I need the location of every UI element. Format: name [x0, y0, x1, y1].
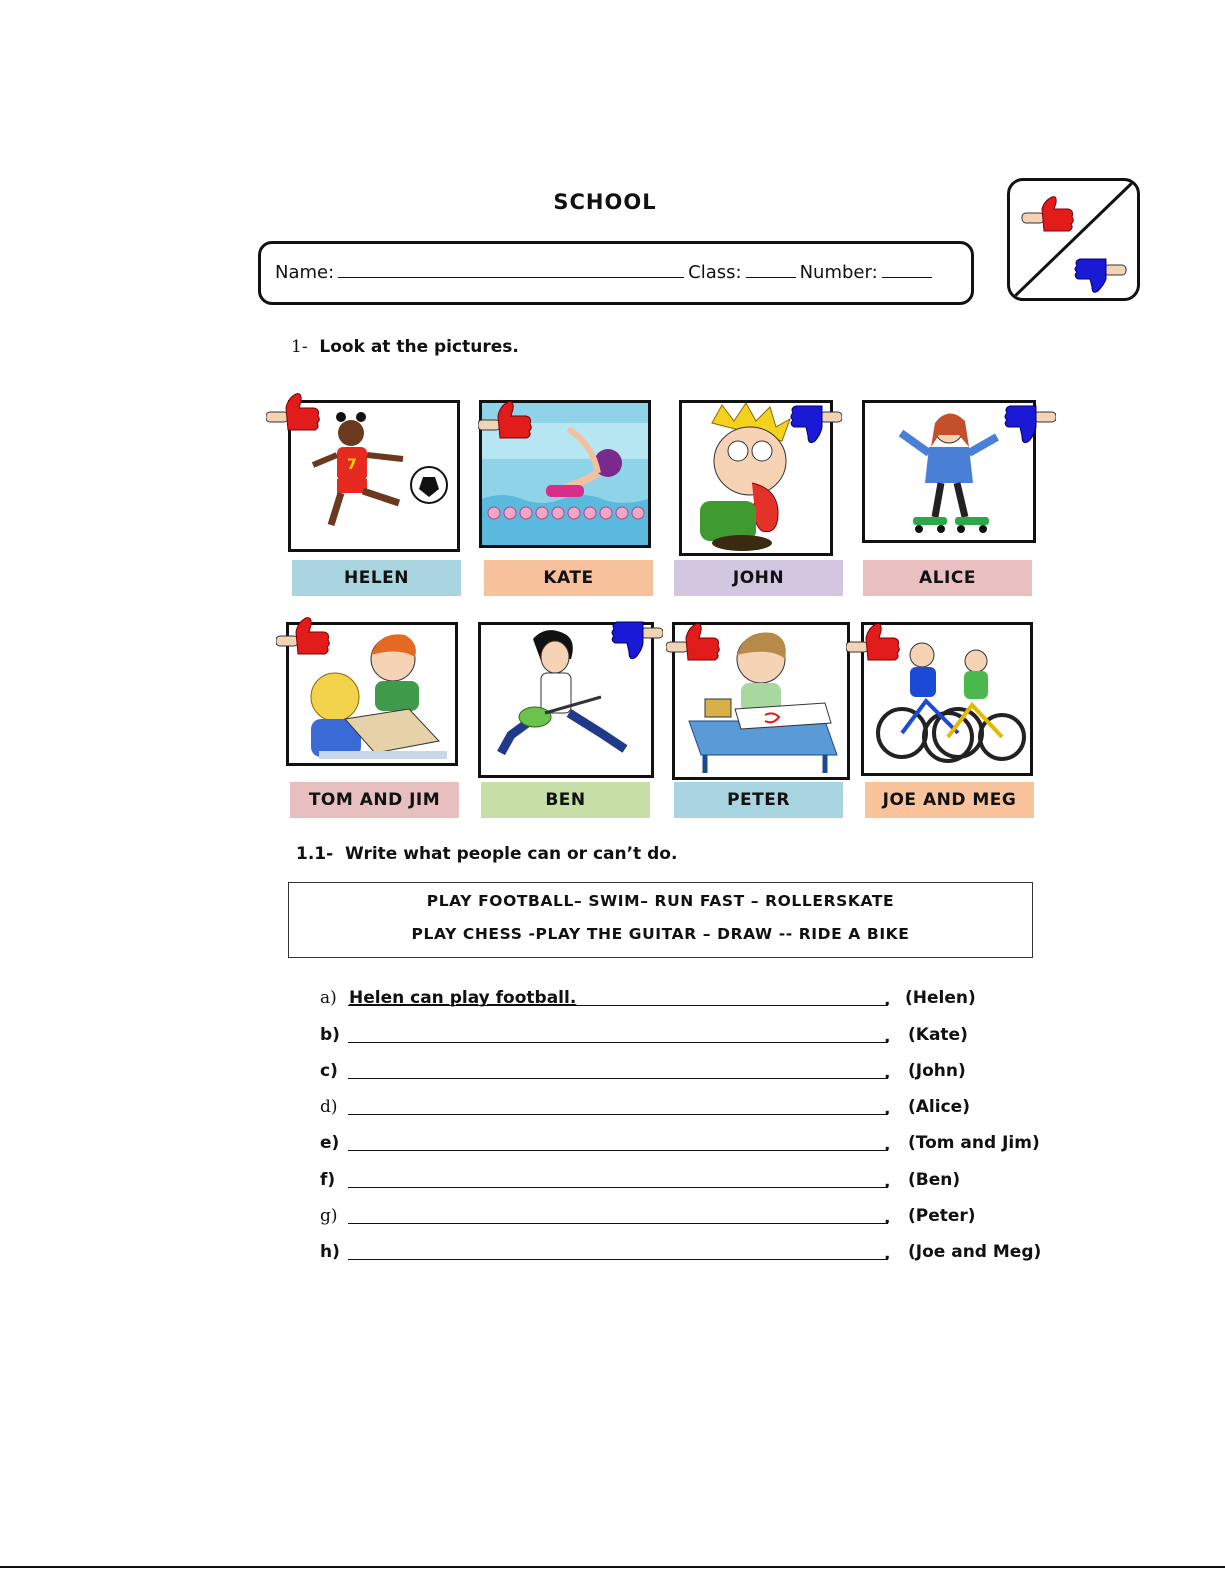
thumbs-up-icon: [1022, 197, 1073, 231]
name-label-kate: KATE: [484, 560, 653, 596]
name-label-peter: PETER: [674, 782, 843, 818]
answer-line[interactable]: [348, 1005, 888, 1006]
name-label-helen: HELEN: [292, 560, 461, 596]
answer-person: (Kate): [908, 1025, 968, 1045]
answer-letter: c): [320, 1061, 338, 1081]
thumbs-up-icon: [666, 622, 722, 668]
answer-person: (Tom and Jim): [908, 1133, 1040, 1153]
answer-line[interactable]: [348, 1114, 888, 1115]
answer-letter: d): [320, 1097, 338, 1117]
period: .: [884, 1208, 891, 1228]
student-info-line: [275, 261, 936, 283]
period: .: [884, 1172, 891, 1192]
exercise-1-1-instruction: Write what people can or can’t do.: [345, 844, 678, 864]
word-bank-line-1: PLAY FOOTBALL– SWIM– RUN FAST – ROLLERSKATE: [426, 892, 895, 910]
period: .: [884, 990, 891, 1010]
answer-person: (Helen): [905, 988, 976, 1008]
answer-row-g: [320, 1206, 1070, 1230]
answer-row-a: [320, 988, 1070, 1012]
period: .: [884, 1099, 891, 1119]
exercise-1-instruction: Look at the pictures.: [319, 337, 519, 357]
answer-line[interactable]: [348, 1223, 888, 1224]
answer-letter: e): [320, 1133, 340, 1153]
thumbs-down-icon: [1000, 404, 1056, 450]
period: .: [884, 1135, 891, 1155]
thumbs-down-icon: [607, 620, 663, 666]
thumbs-up-icon: [266, 392, 322, 438]
number-label: Number:: [799, 262, 878, 283]
word-bank: [288, 882, 1033, 958]
thumbs-up-icon: [478, 400, 534, 446]
answer-line[interactable]: [348, 1078, 888, 1079]
answer-letter: a): [320, 988, 337, 1008]
period: .: [884, 1244, 891, 1264]
class-field[interactable]: [746, 261, 796, 278]
page-title: SCHOOL: [553, 190, 657, 214]
period: .: [884, 1063, 891, 1083]
name-label: Name:: [275, 262, 335, 283]
answer-person: (Alice): [908, 1097, 970, 1117]
exercise-1-1-number: 1.1-: [296, 844, 334, 864]
answer-row-h: [320, 1242, 1070, 1266]
thumbs-down-icon: [1075, 259, 1126, 292]
answer-person: (Joe and Meg): [908, 1242, 1042, 1262]
period: .: [884, 1027, 891, 1047]
thumbs-up-icon: [276, 616, 332, 662]
answer-letter: h): [320, 1242, 340, 1262]
answer-line[interactable]: [348, 1042, 888, 1043]
page-edge: [0, 1566, 1225, 1568]
student-info-box: [258, 241, 974, 305]
svg-text:7: 7: [347, 457, 357, 473]
exercise-1-number: 1-: [291, 337, 308, 357]
thumbs-legend: [1007, 178, 1140, 301]
answer-line[interactable]: [348, 1259, 888, 1260]
number-field[interactable]: [882, 261, 932, 278]
name-label-joe-meg: JOE AND MEG: [865, 782, 1034, 818]
answer-letter: b): [320, 1025, 340, 1045]
answer-text: Helen can play football.: [349, 988, 577, 1008]
answer-row-c: [320, 1061, 1070, 1085]
thumbs-up-icon: [846, 622, 902, 668]
answer-person: (Ben): [908, 1170, 961, 1190]
name-label-tom-jim: TOM AND JIM: [290, 782, 459, 818]
answer-person: (Peter): [908, 1206, 976, 1226]
answer-letter: f): [320, 1170, 336, 1190]
answer-row-e: [320, 1133, 1070, 1157]
exercise-1-1-heading: [296, 844, 677, 864]
name-field[interactable]: [338, 261, 684, 278]
name-label-alice: ALICE: [863, 560, 1032, 596]
answer-row-b: [320, 1025, 1070, 1049]
name-label-john: JOHN: [674, 560, 843, 596]
class-label: Class:: [688, 262, 742, 283]
answer-row-d: [320, 1097, 1070, 1121]
answer-person: (John): [908, 1061, 966, 1081]
answer-line[interactable]: [348, 1150, 888, 1151]
answer-letter: g): [320, 1206, 338, 1226]
exercise-1-heading: [291, 337, 519, 357]
name-label-ben: BEN: [481, 782, 650, 818]
answer-line[interactable]: [348, 1187, 888, 1188]
thumbs-down-icon: [786, 404, 842, 450]
answer-row-f: [320, 1170, 1070, 1194]
word-bank-line-2: PLAY CHESS -PLAY THE GUITAR – DRAW -- RIDE A BIKE: [411, 925, 910, 943]
